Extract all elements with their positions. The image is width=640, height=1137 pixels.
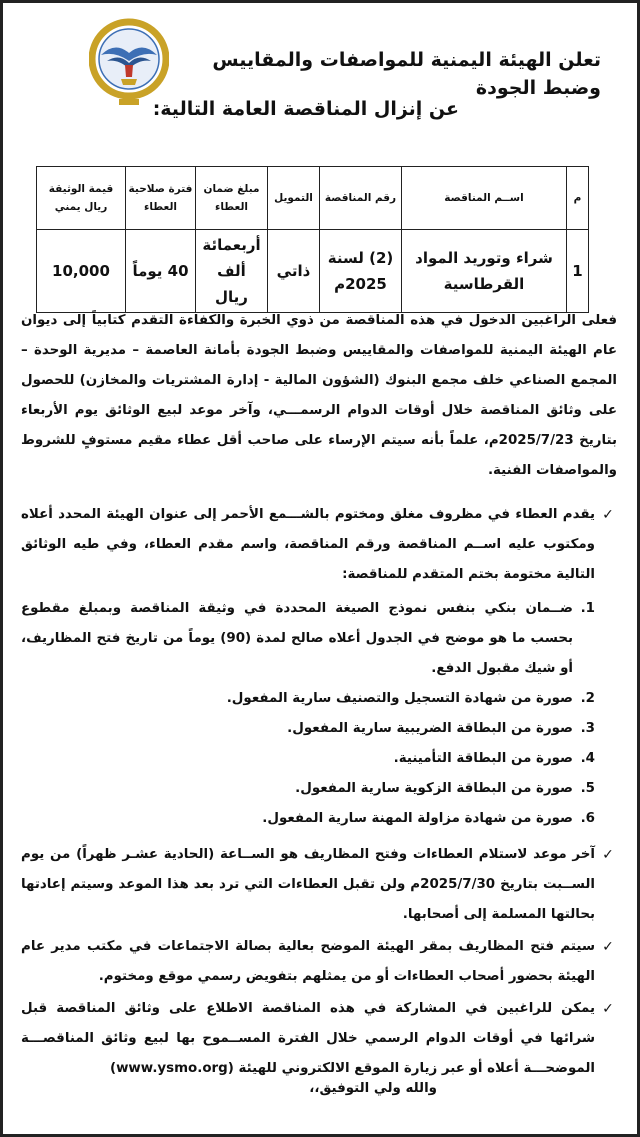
item-number: 3. [580, 721, 595, 736]
cell-doc-price: 10,000 [37, 230, 126, 313]
bullet-text: يقدم العطاء في مظروف مغلق ومختوم بالشـــمع الأحمر إلى عنوان الهيئة المحدد أعلاه ومكتوب عليه اســم المناقصة ورقم المناقصة، واسم مقدم العطاء، وفي طيه الوثائق التالية مختومة بختم المتقدم للمناقصة: [21, 507, 595, 582]
conditions-list [21, 500, 617, 1084]
item-number: 6. [580, 811, 595, 826]
list-item [21, 684, 595, 714]
bullet-submission [21, 500, 617, 590]
item-number: 5. [580, 781, 595, 796]
checkmark-icon: ✓ [602, 939, 614, 955]
cell-tender-name: شراء وتوريد المواد القرطاسية [402, 230, 567, 313]
list-item [21, 804, 595, 834]
col-header-no: م [567, 167, 589, 230]
item-text: صورة من البطاقة التأمينية. [393, 751, 573, 766]
col-header-guarantee: مبلغ ضمان العطاء [196, 167, 268, 230]
cell-no: 1 [567, 230, 589, 313]
bullet-review [21, 994, 617, 1084]
list-item [21, 744, 595, 774]
col-header-number: رقم المناقصة [320, 167, 402, 230]
checkmark-icon: ✓ [602, 507, 614, 523]
col-header-validity: فترة صلاحية العطاء [126, 167, 196, 230]
item-number: 4. [580, 751, 595, 766]
col-header-doc-price: قيمة الوثيقة ريال يمني [37, 167, 126, 230]
cell-tender-number: (2) لسنة 2025م [320, 230, 402, 313]
list-item [21, 774, 595, 804]
bullet-deadline [21, 840, 617, 930]
list-item [21, 714, 595, 744]
announcement-subtitle: عن إنزال المناقصة العامة التالية: [152, 98, 459, 120]
item-text: صورة من البطاقة الضريبية سارية المفعول. [287, 721, 573, 736]
cell-funding: ذاتي [268, 230, 320, 313]
item-text: صورة من شهادة مزاولة المهنة سارية المفعول. [262, 811, 573, 826]
item-text: صورة من شهادة التسجيل والتصنيف سارية المفعول. [226, 691, 573, 706]
list-item [21, 594, 595, 684]
bullet-opening [21, 932, 617, 992]
announcement-body [21, 306, 617, 1086]
col-header-funding: التمويل [268, 167, 320, 230]
item-text: ضــمان بنكي بنفس نموذج الصيغة المحددة في وثيقة المناقصة وبمبلغ مقطوع بحسب ما هو موضح في الجدول أعلاه صالح لمدة (90) يوماً من تاريخ فتح المظاريف، أو شيك مقبول الدفع. [21, 601, 574, 676]
item-text: صورة من البطاقة الزكوية سارية المفعول. [295, 781, 573, 796]
table-row [37, 230, 589, 313]
closing-line: والله ولي التوفيق،، [309, 1081, 437, 1096]
item-number: 2. [580, 691, 595, 706]
ysmo-emblem-icon [89, 15, 169, 107]
required-documents-list [21, 594, 595, 834]
tender-table [36, 166, 589, 313]
cell-validity: 40 يوماً [126, 230, 196, 313]
checkmark-icon: ✓ [602, 847, 614, 863]
cell-guarantee: أربعمائة ألف ريال [196, 230, 268, 313]
bullet-text: سيتم فتح المظاريف بمقر الهيئة الموضح بعالية بصالة الاجتماعات في مكتب مدير عام الهيئة بحضور أصحاب العطاءات أو من يمثلهم بتفويض رسمي موقع ومختوم. [21, 939, 595, 984]
announcement-title: تعلن الهيئة اليمنية للمواصفات والمقاييس وضبط الجودة [212, 49, 601, 99]
header [3, 3, 637, 153]
checkmark-icon: ✓ [602, 1001, 614, 1017]
table-header-row [37, 167, 589, 230]
bullet-text: آخر موعد لاستلام العطاءات وفتح المظاريف هو الســاعة (الحادية عشـر ظهراً) من يوم الســبت بتاريخ 2025/7/30م ولن تقبل العطاءات التي ترد بعد هذا الموعد وسيتم إعادتها بحالتها المسلمة إلى أصحابها. [21, 847, 595, 922]
col-header-name: اســم المناقصة [402, 167, 567, 230]
bullet-text: يمكن للراغبين في المشاركة في هذه المناقصة الاطلاع على وثائق المناقصة قبل شرائها في أوقات الدوام الرسمي خلال الفترة المســموح بها لبيع وثائق المناقصـــة الموضحـــة أعلاه أو عبر زيارة الموقع الالكتروني للهيئة (www.ysmo.org) [21, 1001, 595, 1076]
intro-paragraph: فعلى الراغبين الدخول في هذه المناقصة من ذوي الخبرة والكفاءة التقدم كتابياً إلى ديوان عام الهيئة اليمنية للمواصفات والمقاييس وضبط الجودة بأمانة العاصمة – مديرية الوحدة – المجمع الصناعي خلف مجمع البنوك (الشؤون المالية - إدارة المشتريات والمخازن) للحصول على وثائق المناقصة خلال أوقات الدوام الرسمـــي، وآخر موعد لبيع الوثائق يوم الأربعاء بتاريخ 2025/7/23م، علماً بأنه سيتم الإرساء على صاحب أقل عطاء مقيم مستوفٍ للشروط والمواصفات الفنية. [21, 313, 617, 478]
item-number: 1. [580, 601, 595, 616]
